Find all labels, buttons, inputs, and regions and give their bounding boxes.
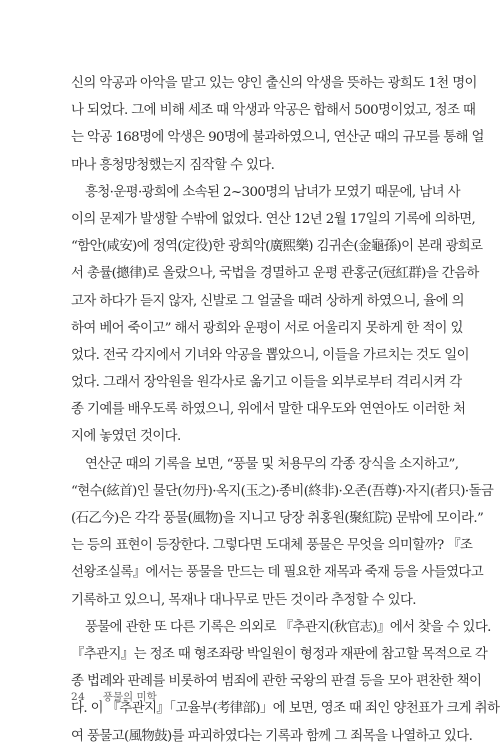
- text-line: 이의 문제가 발생할 수밖에 없었다. 연산 12년 2월 17일의 기록에 의하면,: [71, 211, 476, 227]
- text-line: 신의 악공과 아악을 맡고 있는 양인 출신의 악생을 뜻하는 광희도 1천 명이: [71, 76, 477, 91]
- text-line: 서 총률(摠律)로 올랐으나, 국법을 경멸하고 운평 관홍군(冠紅群)을 간음하: [71, 266, 479, 282]
- text-line: 종 법례와 판례를 비롯하여 범죄에 관한 국왕의 판결 등을 모아 편찬한 책이: [71, 674, 482, 690]
- text-line: 는 악공 168명에 악생은 90명에 불과하였으니, 연산군 때의 규모를 통해 얼: [71, 130, 484, 146]
- text-line: 기록하고 있으니, 목재나 대나무로 만든 것이라 추정할 수 있다.: [71, 592, 416, 608]
- text-line: 풍물에 관한 또 다른 기록은 의외로 『추관지(秋官志)』에서 찾을 수 있다.: [85, 619, 491, 635]
- text-line: (石乙今)은 각각 풍물(風物)을 지니고 당장 취홍원(聚紅院) 문밖에 모이라.”: [71, 511, 484, 526]
- text-line: 종 기예를 배우도록 하였으니, 위에서 말한 대우도와 연연아도 이러한 처: [71, 402, 466, 418]
- body-text: [71, 70, 500, 750]
- text-line: 지에 놓였던 것이다.: [71, 429, 181, 445]
- page-number: 24: [71, 691, 86, 703]
- text-line: 마나 흥청망청했는지 짐작할 수 있다.: [71, 157, 275, 173]
- text-line: 연산군 때의 기록을 보면, “풍물 및 처용무의 각종 장식을 소지하고”,: [85, 456, 459, 472]
- text-line: 하여 베어 죽이고” 해서 광희와 운평이 서로 어울리지 못하게 한 적이 있: [71, 320, 463, 336]
- text-line: 다. 이 『추관지』「고율부(考律部)」에 보면, 영조 때 죄인 양천표가 크게 취하: [71, 701, 500, 717]
- text-line: 었다. 그래서 장악원을 원각사로 옮기고 이들을 외부로부터 격리시켜 각: [71, 375, 462, 391]
- text-line: 었다. 전국 각지에서 기녀와 악공을 뽑았으니, 이들을 가르치는 것도 일이: [71, 347, 469, 363]
- text-line: “현수(絃首)인 물단(勿丹)·옥지(玉之)·종비(終非)·오존(吾尊)·자지(者只)·돌금: [71, 483, 494, 499]
- text-line: 흥청·운평·광희에 소속된 2~300명의 남녀가 모였기 때문에, 남녀 사: [85, 184, 460, 200]
- text-line: 나 되었다. 그에 비해 세조 때 악생과 악공은 합해서 500명이었고, 정조 때: [71, 103, 476, 119]
- text-line: “함안(咸安)에 정역(定役)한 광희악(廣熙樂) 김귀손(金龜孫)이 본래 광희로: [71, 239, 483, 255]
- running-title: 풍물의 미학: [102, 691, 157, 703]
- text-line: 는 등의 표현이 등장한다. 그렇다면 도대체 풍물은 무엇을 의미할까? 『조: [71, 538, 473, 554]
- page-footer: [71, 689, 157, 704]
- text-line: 여 풍물고(風物鼓)를 파괴하였다는 기록과 함께 그 죄목을 나열하고 있다.: [71, 728, 473, 744]
- text-line: 『추관지』는 정조 때 형조좌랑 박일원이 형정과 재판에 참고할 목적으로 각: [71, 646, 488, 662]
- text-line: 고자 하다가 듣지 않자, 신발로 그 얼굴을 때려 상하게 하였으니, 율에 의: [71, 293, 464, 309]
- text-line: 선왕조실록』에서는 풍물을 만드는 데 필요한 재목과 죽재 등을 사들였다고: [71, 565, 484, 581]
